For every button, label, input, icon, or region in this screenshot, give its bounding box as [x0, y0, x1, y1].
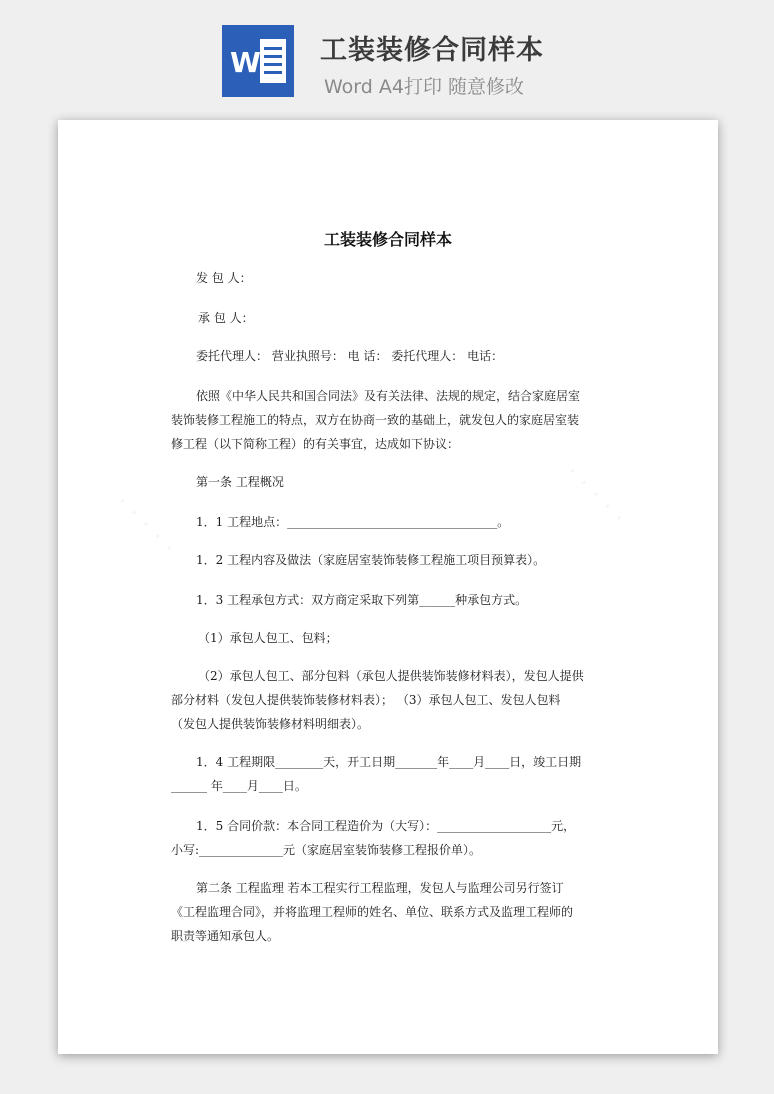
watermark: · · · · ·: [108, 488, 183, 562]
paragraph: （1）承包人包工、包料；: [198, 631, 338, 645]
paragraph: 部分材料（发包人提供装饰装修材料表）； （3）承包人包工、发包人包料: [171, 693, 561, 707]
paragraph: 《工程监理合同》，并将监理工程师的姓名、单位、联系方式及监理工程师的: [171, 905, 574, 919]
paragraph: 1．5 合同价款：本合同工程造价为（大写）：___________________元，: [196, 819, 576, 833]
paragraph: 承 包 人：: [198, 311, 254, 325]
word-icon: [222, 25, 294, 97]
header-banner: [0, 0, 774, 118]
document-page: [58, 120, 718, 1054]
section-heading: 第二条 工程监理 若本工程实行工程监理，发包人与监理公司另行签订: [196, 881, 564, 895]
paragraph: 发 包 人：: [196, 271, 252, 285]
banner-subtitle: Word A4打印 随意修改: [324, 76, 525, 98]
paragraph: 小写:______________元（家庭居室装饰装修工程报价单）。: [171, 843, 482, 857]
paragraph: （发包人提供装饰装修材料明细表）。: [171, 717, 370, 731]
watermark: · · · · ·: [558, 458, 633, 532]
paragraph: 1．3 工程承包方式：双方商定采取下列第______种承包方式。: [196, 593, 528, 607]
paragraph: 1．2 工程内容及做法（家庭居室装饰装修工程施工项目预算表）。: [196, 553, 546, 567]
paragraph: ______ 年____月____日。: [171, 779, 307, 793]
paragraph: 依照《中华人民共和国合同法》及有关法律、法规的规定，结合家庭居室: [196, 389, 581, 403]
svg-text:W: W: [230, 46, 261, 79]
banner-title: 工装装修合同样本: [320, 35, 544, 66]
document-title: 工装装修合同样本: [323, 230, 452, 249]
paragraph: 委托代理人： 营业执照号： 电 话： 委托代理人： 电话：: [196, 349, 504, 363]
paragraph: 职责等通知承包人。: [171, 929, 280, 943]
section-heading: 第一条 工程概况: [196, 475, 284, 489]
paragraph: 修工程（以下简称工程）的有关事宜，达成如下协议：: [171, 437, 460, 451]
paragraph: 1．1 工程地点：___________________________________。: [196, 515, 510, 529]
paragraph: （2）承包人包工、部分包料（承包人提供装饰装修材料表），发包人提供: [198, 669, 584, 683]
paragraph: 装饰装修工程施工的特点，双方在协商一致的基础上，就发包人的家庭居室装: [171, 413, 580, 427]
paragraph: 1．4 工程期限________天，开工日期_______年____月____日，竣工日期: [196, 755, 582, 769]
